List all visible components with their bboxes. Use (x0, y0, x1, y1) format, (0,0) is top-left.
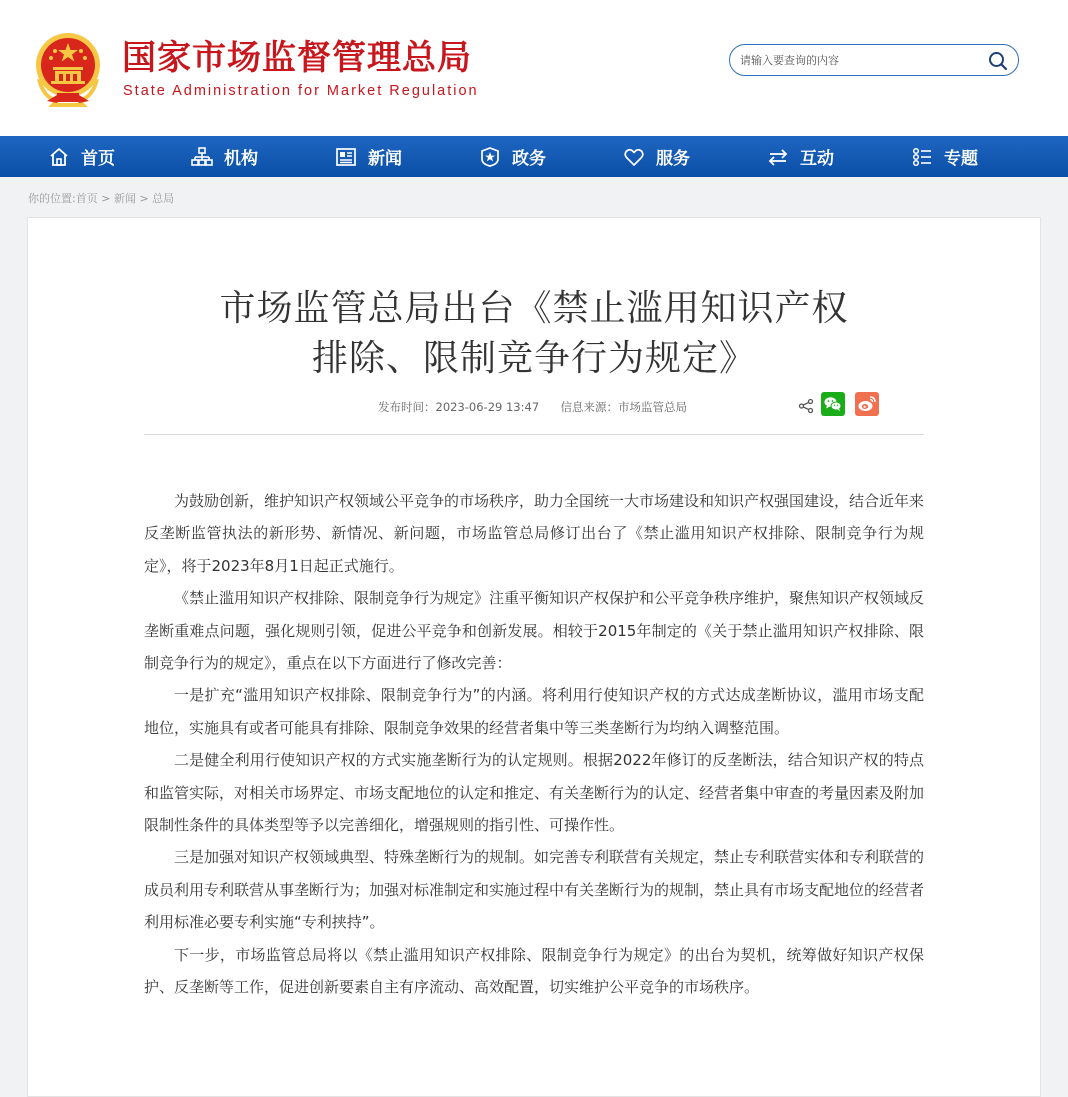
article-title (146, 284, 922, 384)
weibo-icon[interactable] (855, 392, 879, 416)
breadcrumb-prefix: 你的位置: (28, 192, 76, 205)
search-input[interactable] (740, 51, 970, 69)
nav-item-service[interactable] (623, 136, 690, 177)
meta-divider (144, 434, 924, 435)
article-paragraph: 《禁止滥用知识产权排除、限制竞争行为规定》注重平衡知识产权保护和公平竞争秩序维护，聚焦知识产权领域反垄断重难点问题，强化规则引领，促进公平竞争和创新发展。相较于2015年制定的《关于禁止滥用知识产权排除、限制竞争行为的规定》，重点在以下方面进行了修改完善： (144, 589, 925, 673)
nav-item-news[interactable] (335, 136, 402, 177)
nav-item-government-affairs[interactable] (479, 136, 546, 177)
nav-label: 机构 (224, 149, 258, 169)
breadcrumb-hq-link[interactable]: 总局 (152, 192, 175, 205)
government-affairs-icon (479, 146, 501, 168)
nav-item-interaction[interactable] (767, 136, 834, 177)
exchange-arrows-icon (767, 146, 789, 168)
breadcrumb-separator: > (101, 192, 111, 205)
nav-item-home[interactable] (48, 136, 115, 177)
article-paragraph: 二是健全利用行使知识产权的方式实施垄断行为的认定规则。根据2022年修订的反垄断法，结合知识产权的特点和监管实际，对相关市场界定、市场支配地位的认定和推定、有关垄断行为的认定、经营者集中审查的考量因素及附加限制性条件的具体类型等予以完善细化，增强规则的指引性、可操作性。 (144, 751, 925, 835)
nav-label: 首页 (81, 149, 115, 169)
nav-label: 服务 (656, 149, 690, 169)
share-icon[interactable] (798, 398, 814, 414)
breadcrumb-news-link[interactable]: 新闻 (113, 192, 136, 205)
site-header (0, 0, 1068, 136)
home-icon (48, 146, 70, 168)
site-subtitle-en: State Administration for Market Regulation (123, 83, 479, 99)
org-chart-icon (191, 146, 213, 168)
nav-label: 新闻 (368, 149, 402, 169)
search-icon[interactable] (988, 51, 1008, 71)
site-title[interactable]: 国家市场监督管理总局 (122, 38, 472, 78)
article-meta (378, 399, 687, 415)
source-value: 市场监管总局 (617, 400, 687, 414)
search-box (729, 44, 1019, 76)
topic-list-icon (911, 146, 933, 168)
source-label: 信息来源： (560, 400, 618, 414)
nav-item-topics[interactable] (911, 136, 978, 177)
heart-icon (623, 146, 645, 168)
article-title-line2: 排除、限制竞争行为规定》 (311, 338, 756, 379)
publish-date: 2023-06-29 13:47 (435, 400, 540, 414)
article-paragraph: 三是加强对知识产权领域典型、特殊垄断行为的规制。如完善专利联营有关规定，禁止专利联营实体和专利联营的成员利用专利联营从事垄断行为；加强对标准制定和实施过程中有关垄断行为的规制，禁止具有市场支配地位的经营者利用标准必要专利实施“专利挟持”。 (144, 848, 925, 932)
article-paragraph: 下一步，市场监管总局将以《禁止滥用知识产权排除、限制竞争行为规定》的出台为契机，统筹做好知识产权保护、反垄断等工作，促进创新要素自主有序流动、高效配置，切实维护公平竞争的市场秩序。 (144, 945, 924, 997)
breadcrumb-home-link[interactable]: 首页 (75, 192, 98, 205)
article-body (144, 485, 924, 1004)
newspaper-icon (335, 146, 357, 168)
nav-label: 政务 (512, 149, 546, 169)
wechat-icon[interactable] (821, 392, 845, 416)
nav-label: 专题 (944, 149, 978, 169)
article-title-line1: 市场监管总局出台《禁止滥用知识产权 (219, 288, 849, 329)
article-card (27, 217, 1041, 1097)
article-paragraph: 为鼓励创新，维护知识产权领域公平竞争的市场秩序，助力全国统一大市场建设和知识产权强国建设，结合近年来反垄断监管执法的新形势、新情况、新问题，市场监管总局修订出台了《禁止滥用知识产权排除、限制竞争行为规定》，将于2023年8月1日起正式施行。 (144, 492, 925, 575)
publish-date-label: 发布时间： (378, 400, 436, 414)
nav-item-organization[interactable] (191, 136, 258, 177)
breadcrumb (28, 191, 174, 207)
national-emblem-icon[interactable] (33, 31, 103, 107)
breadcrumb-separator: > (139, 192, 149, 205)
nav-label: 互动 (800, 149, 834, 169)
article-paragraph: 一是扩充“滥用知识产权排除、限制竞争行为”的内涵。将利用行使知识产权的方式达成垄断协议，滥用市场支配地位，实施具有或者可能具有排除、限制竞争效果的经营者集中等三类垄断行为均纳入调整范围。 (144, 686, 924, 737)
main-navigation (0, 136, 1068, 177)
